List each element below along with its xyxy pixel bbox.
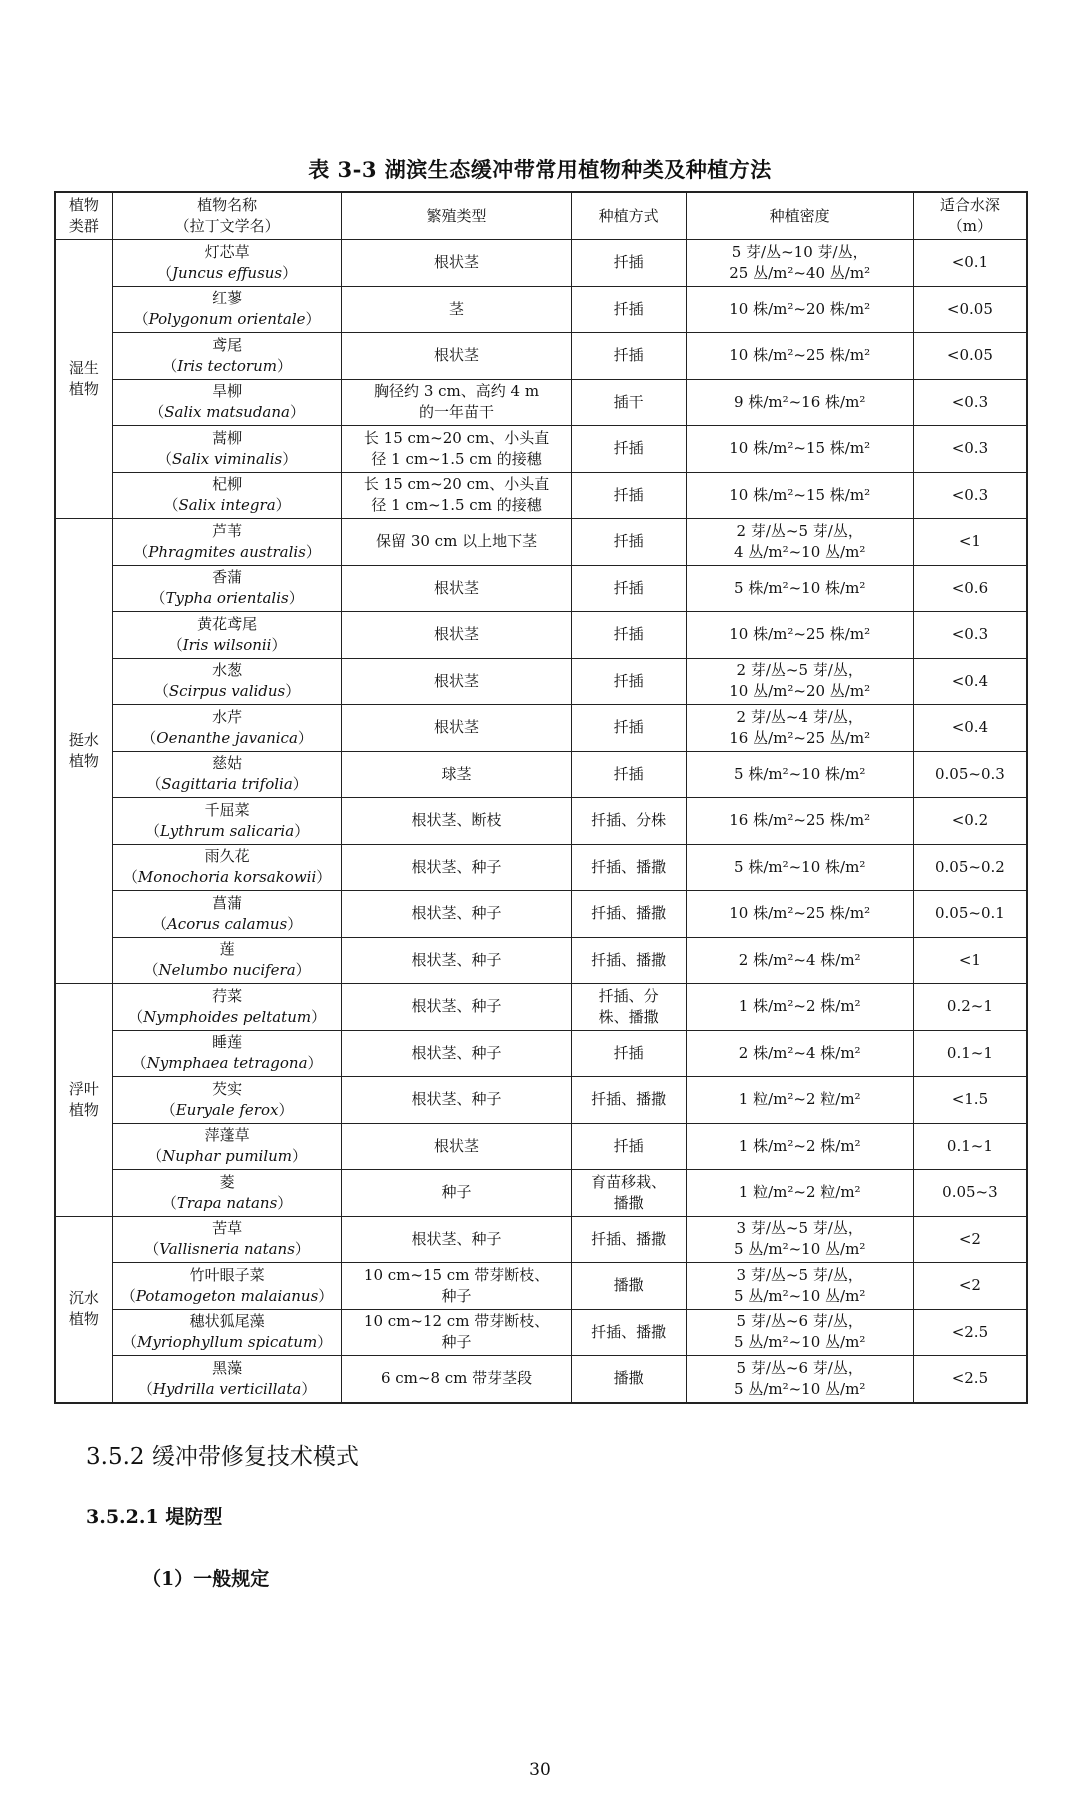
subsection-heading-general: （1）一般规定	[142, 1568, 270, 1590]
plant-latin-name: （Acorus calamus）	[151, 914, 303, 933]
plant-latin-name: （Juncus effusus）	[157, 263, 298, 282]
plant-name-cell	[112, 1170, 341, 1217]
method-cell: 扦插	[571, 751, 686, 798]
density-cell: 5 株/m²~10 株/m²	[686, 565, 913, 612]
plant-latin-name: （Monochoria korsakowii）	[122, 868, 332, 887]
plant-chinese-name: 千屈菜	[204, 800, 250, 819]
table-row	[55, 891, 1027, 938]
depth-cell: <0.3	[913, 426, 1027, 473]
table-row	[55, 472, 1027, 519]
plant-name-cell	[112, 519, 341, 566]
header-density: 种植密度	[686, 192, 913, 240]
density-cell: 5 芽/丛~10 芽/丛， 25 丛/m²~40 丛/m²	[686, 240, 913, 287]
plant-group-cell: 沉水 植物	[55, 1216, 112, 1403]
table-row	[55, 240, 1027, 287]
propagation-cell: 根状茎	[342, 565, 571, 612]
plant-latin-name: （Nymphaea tetragona）	[131, 1054, 323, 1073]
density-cell: 1 粒/m²~2 粒/m²	[686, 1077, 913, 1124]
plant-group-cell: 挺水 植物	[55, 519, 112, 984]
density-cell: 10 株/m²~25 株/m²	[686, 333, 913, 380]
plant-chinese-name: 红蓼	[212, 289, 243, 308]
density-cell: 10 株/m²~25 株/m²	[686, 612, 913, 659]
table-row	[55, 937, 1027, 984]
plant-table	[54, 191, 1028, 1404]
section-heading-3-5-2-1: 3.5.2.1 堤防型	[86, 1506, 223, 1528]
propagation-cell: 根状茎	[342, 240, 571, 287]
plant-latin-name: （Hydrilla verticillata）	[137, 1379, 317, 1398]
page-number: 30	[529, 1760, 551, 1780]
depth-cell: 0.05~0.2	[913, 844, 1027, 891]
density-cell: 3 芽/丛~5 芽/丛， 5 丛/m²~10 丛/m²	[686, 1216, 913, 1263]
table-row	[55, 565, 1027, 612]
plant-name-cell	[112, 472, 341, 519]
depth-cell: <2.5	[913, 1309, 1027, 1356]
table-row	[55, 984, 1027, 1031]
header-method: 种植方式	[571, 192, 686, 240]
plant-name-cell	[112, 565, 341, 612]
table-row	[55, 1030, 1027, 1077]
method-cell: 扦插	[571, 472, 686, 519]
plant-name-cell	[112, 705, 341, 752]
depth-cell: <0.3	[913, 472, 1027, 519]
plant-latin-name: （Iris wilsonii）	[167, 635, 287, 654]
plant-latin-name: （Myriophyllum spicatum）	[121, 1333, 333, 1352]
propagation-cell: 根状茎、种子	[342, 844, 571, 891]
plant-chinese-name: 雨久花	[204, 847, 250, 866]
plant-latin-name: （Trapa natans）	[161, 1193, 293, 1212]
density-cell: 1 株/m²~2 株/m²	[686, 984, 913, 1031]
method-cell: 扦插	[571, 426, 686, 473]
density-cell: 2 芽/丛~5 芽/丛， 10 丛/m²~20 丛/m²	[686, 658, 913, 705]
plant-chinese-name: 菖蒲	[212, 893, 243, 912]
propagation-cell: 根状茎、种子	[342, 1030, 571, 1077]
plant-chinese-name: 莲	[219, 940, 235, 959]
plant-name-cell	[112, 1263, 341, 1310]
plant-chinese-name: 蒿柳	[212, 428, 243, 447]
header-depth: 适合水深 （m）	[913, 192, 1027, 240]
propagation-cell: 根状茎	[342, 1123, 571, 1170]
table-row	[55, 1356, 1027, 1403]
plant-latin-name: （Scirpus validus）	[153, 682, 301, 701]
depth-cell: <2	[913, 1216, 1027, 1263]
method-cell: 扦插	[571, 705, 686, 752]
plant-chinese-name: 竹叶眼子菜	[189, 1265, 265, 1284]
density-cell: 9 株/m²~16 株/m²	[686, 379, 913, 426]
density-cell: 2 株/m²~4 株/m²	[686, 1030, 913, 1077]
plant-name-cell	[112, 984, 341, 1031]
plant-chinese-name: 苦草	[212, 1219, 243, 1238]
method-cell: 扦插、播撒	[571, 844, 686, 891]
table-row	[55, 1263, 1027, 1310]
density-cell: 16 株/m²~25 株/m²	[686, 798, 913, 845]
propagation-cell: 茎	[342, 286, 571, 333]
plant-latin-name: （Sagittaria trifolia）	[146, 775, 308, 794]
plant-latin-name: （Typha orientalis）	[150, 589, 304, 608]
propagation-cell: 种子	[342, 1170, 571, 1217]
density-cell: 10 株/m²~25 株/m²	[686, 891, 913, 938]
plant-chinese-name: 睡莲	[212, 1033, 243, 1052]
propagation-cell: 根状茎	[342, 705, 571, 752]
depth-cell: <0.2	[913, 798, 1027, 845]
plant-latin-name: （Oenanthe javanica）	[141, 728, 313, 747]
plant-latin-name: （Euryale ferox）	[160, 1100, 294, 1119]
plant-chinese-name: 黑藻	[212, 1358, 243, 1377]
table-header-row	[55, 192, 1027, 240]
table-row	[55, 286, 1027, 333]
plant-name-cell	[112, 1309, 341, 1356]
plant-latin-name: （Phragmites australis）	[133, 542, 321, 561]
method-cell: 扦插	[571, 658, 686, 705]
method-cell: 扦插	[571, 519, 686, 566]
plant-name-cell	[112, 426, 341, 473]
header-group: 植物 类群	[55, 192, 112, 240]
plant-chinese-name: 黄花鸢尾	[197, 614, 258, 633]
plant-latin-name: （Vallisneria natans）	[144, 1240, 310, 1259]
method-cell: 扦插、分株	[571, 798, 686, 845]
plant-name-cell	[112, 1077, 341, 1124]
plant-latin-name: （Salix matsudana）	[149, 403, 305, 422]
plant-group-cell: 浮叶 植物	[55, 984, 112, 1217]
plant-chinese-name: 灯芯草	[204, 242, 250, 261]
depth-cell: <0.05	[913, 286, 1027, 333]
table-row	[55, 379, 1027, 426]
depth-cell: <2.5	[913, 1356, 1027, 1403]
method-cell: 扦插	[571, 1123, 686, 1170]
table-row	[55, 1170, 1027, 1217]
plant-name-cell	[112, 286, 341, 333]
method-cell: 扦插	[571, 333, 686, 380]
plant-chinese-name: 萍蓬草	[204, 1126, 250, 1145]
depth-cell: <0.4	[913, 705, 1027, 752]
plant-name-cell	[112, 1216, 341, 1263]
propagation-cell: 10 cm~12 cm 带芽断枝、 种子	[342, 1309, 571, 1356]
plant-name-cell	[112, 1123, 341, 1170]
plant-name-cell	[112, 333, 341, 380]
plant-chinese-name: 穗状狐尾藻	[189, 1312, 265, 1331]
propagation-cell: 根状茎、种子	[342, 891, 571, 938]
density-cell: 10 株/m²~15 株/m²	[686, 426, 913, 473]
section-heading-3-5-2: 3.5.2 缓冲带修复技术模式	[86, 1444, 359, 1470]
table-row	[55, 751, 1027, 798]
plant-name-cell	[112, 891, 341, 938]
plant-latin-name: （Salix viminalis）	[156, 449, 298, 468]
propagation-cell: 根状茎	[342, 333, 571, 380]
propagation-cell: 根状茎、种子	[342, 1077, 571, 1124]
propagation-cell: 根状茎、断枝	[342, 798, 571, 845]
method-cell: 扦插、播撒	[571, 891, 686, 938]
plant-chinese-name: 水芹	[212, 707, 243, 726]
density-cell: 5 芽/丛~6 芽/丛， 5 丛/m²~10 丛/m²	[686, 1356, 913, 1403]
method-cell: 扦插、播撒	[571, 937, 686, 984]
depth-cell: 0.2~1	[913, 984, 1027, 1031]
plant-chinese-name: 杞柳	[212, 475, 243, 494]
method-cell: 插干	[571, 379, 686, 426]
density-cell: 2 株/m²~4 株/m²	[686, 937, 913, 984]
density-cell: 3 芽/丛~5 芽/丛， 5 丛/m²~10 丛/m²	[686, 1263, 913, 1310]
table-row	[55, 798, 1027, 845]
depth-cell: <0.6	[913, 565, 1027, 612]
depth-cell: <1	[913, 519, 1027, 566]
plant-chinese-name: 水葱	[212, 661, 243, 680]
density-cell: 10 株/m²~15 株/m²	[686, 472, 913, 519]
plant-latin-name: （Iris tectorum）	[162, 356, 292, 375]
method-cell: 育苗移栽、 播撒	[571, 1170, 686, 1217]
plant-chinese-name: 菱	[219, 1172, 235, 1191]
depth-cell: <0.3	[913, 379, 1027, 426]
propagation-cell: 胸径约 3 cm、高约 4 m 的一年苗干	[342, 379, 571, 426]
depth-cell: <2	[913, 1263, 1027, 1310]
method-cell: 播撒	[571, 1263, 686, 1310]
plant-latin-name: （Lythrum salicaria）	[144, 821, 310, 840]
method-cell: 扦插、播撒	[571, 1216, 686, 1263]
propagation-cell: 根状茎、种子	[342, 937, 571, 984]
plant-latin-name: （Polygonum orientale）	[133, 310, 321, 329]
depth-cell: <0.3	[913, 612, 1027, 659]
plant-chinese-name: 香蒲	[212, 568, 243, 587]
propagation-cell: 根状茎、种子	[342, 984, 571, 1031]
table-row	[55, 1309, 1027, 1356]
method-cell: 扦插	[571, 1030, 686, 1077]
method-cell: 扦插	[571, 612, 686, 659]
propagation-cell: 保留 30 cm 以上地下茎	[342, 519, 571, 566]
propagation-cell: 根状茎	[342, 658, 571, 705]
depth-cell: <0.1	[913, 240, 1027, 287]
plant-latin-name: （Potamogeton malaianus）	[120, 1286, 334, 1305]
plant-name-cell	[112, 1356, 341, 1403]
plant-chinese-name: 芦苇	[212, 521, 243, 540]
method-cell: 扦插	[571, 286, 686, 333]
plant-name-cell	[112, 937, 341, 984]
plant-name-cell	[112, 612, 341, 659]
plant-latin-name: （Salix integra）	[163, 496, 291, 515]
depth-cell: 0.05~3	[913, 1170, 1027, 1217]
table-title: 表 3-3 湖滨生态缓冲带常用植物种类及种植方法	[308, 157, 772, 182]
table-row	[55, 658, 1027, 705]
table-row	[55, 705, 1027, 752]
density-cell: 5 株/m²~10 株/m²	[686, 844, 913, 891]
method-cell: 扦插、分 株、播撒	[571, 984, 686, 1031]
header-name: 植物名称 （拉丁文学名）	[112, 192, 341, 240]
density-cell: 2 芽/丛~4 芽/丛， 16 丛/m²~25 丛/m²	[686, 705, 913, 752]
density-cell: 10 株/m²~20 株/m²	[686, 286, 913, 333]
table-row	[55, 844, 1027, 891]
plant-name-cell	[112, 658, 341, 705]
propagation-cell: 根状茎、种子	[342, 1216, 571, 1263]
table-row	[55, 1216, 1027, 1263]
density-cell: 5 芽/丛~6 芽/丛， 5 丛/m²~10 丛/m²	[686, 1309, 913, 1356]
propagation-cell: 长 15 cm~20 cm、小头直 径 1 cm~1.5 cm 的接穗	[342, 426, 571, 473]
table-row	[55, 1077, 1027, 1124]
depth-cell: <0.4	[913, 658, 1027, 705]
plant-name-cell	[112, 1030, 341, 1077]
method-cell: 扦插、播撒	[571, 1309, 686, 1356]
plant-latin-name: （Nelumbo nucifera）	[143, 961, 311, 980]
header-propagation: 繁殖类型	[342, 192, 571, 240]
depth-cell: <1.5	[913, 1077, 1027, 1124]
method-cell: 播撒	[571, 1356, 686, 1403]
plant-name-cell	[112, 240, 341, 287]
propagation-cell: 6 cm~8 cm 带芽茎段	[342, 1356, 571, 1403]
method-cell: 扦插、播撒	[571, 1077, 686, 1124]
depth-cell: 0.05~0.1	[913, 891, 1027, 938]
table-body	[55, 240, 1027, 1403]
depth-cell: <0.05	[913, 333, 1027, 380]
plant-name-cell	[112, 379, 341, 426]
plant-chinese-name: 荇菜	[212, 986, 243, 1005]
plant-chinese-name: 芡实	[212, 1079, 243, 1098]
propagation-cell: 长 15 cm~20 cm、小头直 径 1 cm~1.5 cm 的接穗	[342, 472, 571, 519]
density-cell: 2 芽/丛~5 芽/丛， 4 丛/m²~10 丛/m²	[686, 519, 913, 566]
plant-chinese-name: 慈姑	[212, 754, 243, 773]
depth-cell: 0.05~0.3	[913, 751, 1027, 798]
plant-name-cell	[112, 798, 341, 845]
table-row	[55, 426, 1027, 473]
table-row	[55, 519, 1027, 566]
plant-group-cell: 湿生 植物	[55, 240, 112, 519]
density-cell: 1 株/m²~2 株/m²	[686, 1123, 913, 1170]
plant-name-cell	[112, 844, 341, 891]
depth-cell: 0.1~1	[913, 1123, 1027, 1170]
propagation-cell: 球茎	[342, 751, 571, 798]
method-cell: 扦插	[571, 565, 686, 612]
plant-chinese-name: 旱柳	[212, 382, 243, 401]
plant-name-cell	[112, 751, 341, 798]
depth-cell: <1	[913, 937, 1027, 984]
plant-chinese-name: 鸢尾	[212, 335, 243, 354]
table-row	[55, 333, 1027, 380]
propagation-cell: 10 cm~15 cm 带芽断枝、 种子	[342, 1263, 571, 1310]
depth-cell: 0.1~1	[913, 1030, 1027, 1077]
plant-latin-name: （Nuphar pumilum）	[147, 1147, 308, 1166]
plant-latin-name: （Nymphoides peltatum）	[128, 1007, 327, 1026]
table-row	[55, 612, 1027, 659]
propagation-cell: 根状茎	[342, 612, 571, 659]
method-cell: 扦插	[571, 240, 686, 287]
density-cell: 5 株/m²~10 株/m²	[686, 751, 913, 798]
table-row	[55, 1123, 1027, 1170]
density-cell: 1 粒/m²~2 粒/m²	[686, 1170, 913, 1217]
